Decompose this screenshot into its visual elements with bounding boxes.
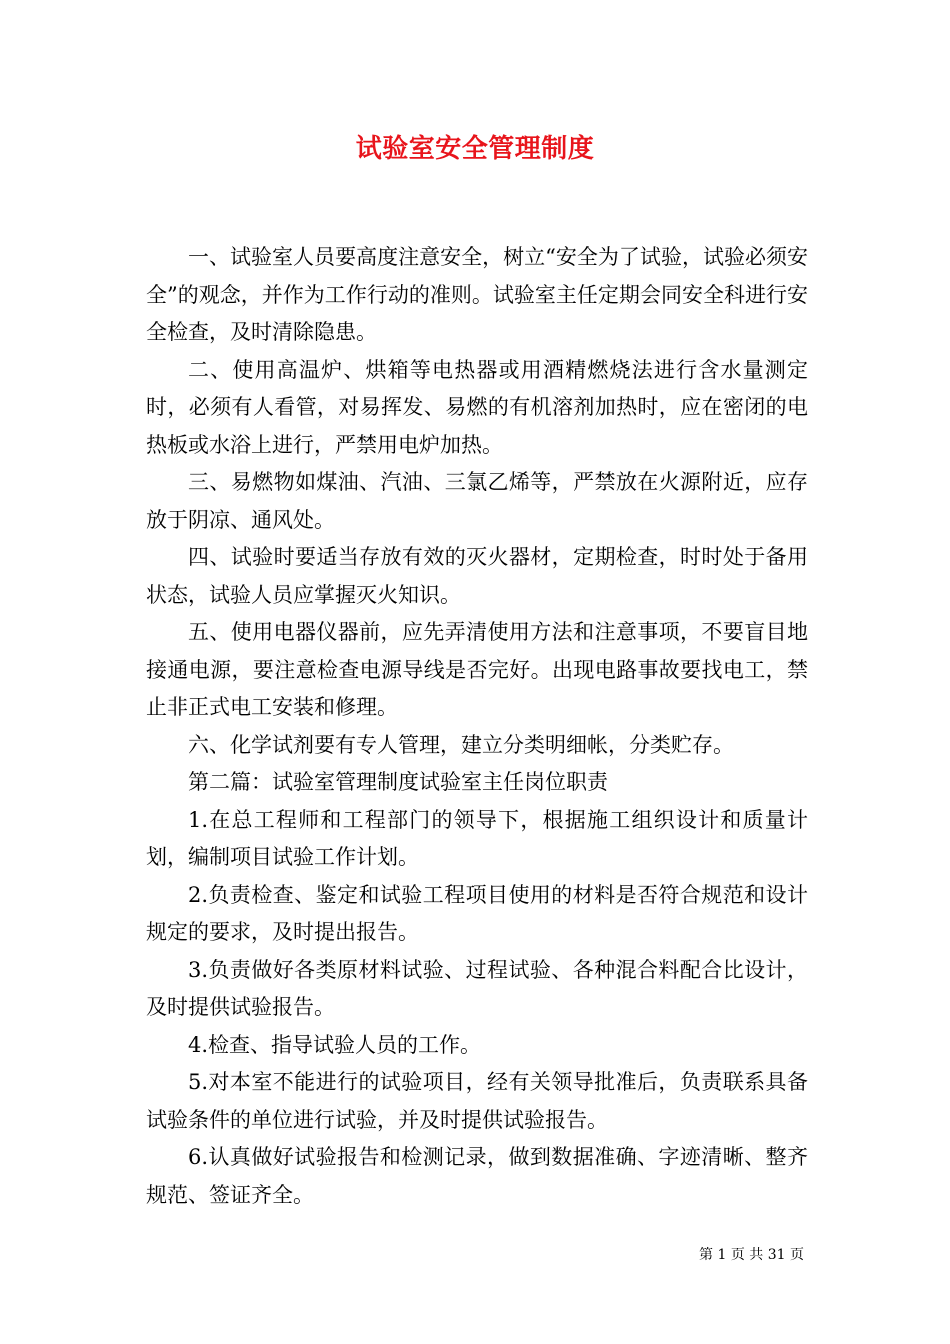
paragraph-chemical-reagents: 六、化学试剂要有专人管理，建立分类明细帐，分类贮存。 <box>188 732 734 757</box>
list-item-1: 1.在总工程师和工程部门的领导下，根据施工组织设计和质量计划，编制项目试验工作计划。 <box>146 807 808 869</box>
list-item-5: 5.对本室不能进行的试验项目，经有关领导批准后，负责联系具备试验条件的单位进行试验，并及时提供试验报告。 <box>146 1070 808 1132</box>
paragraph-electrical-instruments: 五、使用电器仪器前，应先弄清使用方法和注意事项，不要盲目地接通电源，要注意检查电源导线是否完好。出现电路事故要找电工，禁止非正式电工安装和修理。 <box>146 620 808 719</box>
paragraph-flammables-storage: 三、易燃物如煤油、汽油、三氯乙烯等，严禁放在火源附近，应存放于阴凉、通风处。 <box>146 470 808 532</box>
list-item-3: 3.负责做好各类原材料试验、过程试验、各种混合料配合比设计，及时提供试验报告。 <box>146 957 808 1019</box>
page-number-footer: 第 1 页 共 31 页 <box>699 1247 804 1263</box>
paragraph-heating-equipment: 二、使用高温炉、烘箱等电热器或用酒精燃烧法进行含水量测定时，必须有人看管，对易挥发、易燃的有机溶剂加热时，应在密闭的电热板或水浴上进行，严禁用电炉加热。 <box>146 357 808 457</box>
list-item-2: 2.负责检查、鉴定和试验工程项目使用的材料是否符合规范和设计规定的要求，及时提出报告。 <box>146 882 808 944</box>
document-title: 试验室安全管理制度 <box>355 134 595 164</box>
paragraph-fire-extinguishers: 四、试验时要适当存放有效的灭火器材，定期检查，时时处于备用状态，试验人员应掌握灭火知识。 <box>146 545 808 607</box>
document-body <box>146 239 808 1214</box>
list-item-4: 4.检查、指导试验人员的工作。 <box>188 1032 482 1057</box>
section-heading-part-two: 第二篇：试验室管理制度试验室主任岗位职责 <box>188 770 608 794</box>
paragraph-safety-awareness: 一、试验室人员要高度注意安全，树立“安全为了试验，试验必须安全”的观念，并作为工作行动的准则。试验室主任定期会同安全科进行安全检查，及时清除隐患。 <box>146 245 808 344</box>
list-item-6: 6.认真做好试验报告和检测记录，做到数据准确、字迹清晰、整齐规范、签证齐全。 <box>146 1145 808 1207</box>
